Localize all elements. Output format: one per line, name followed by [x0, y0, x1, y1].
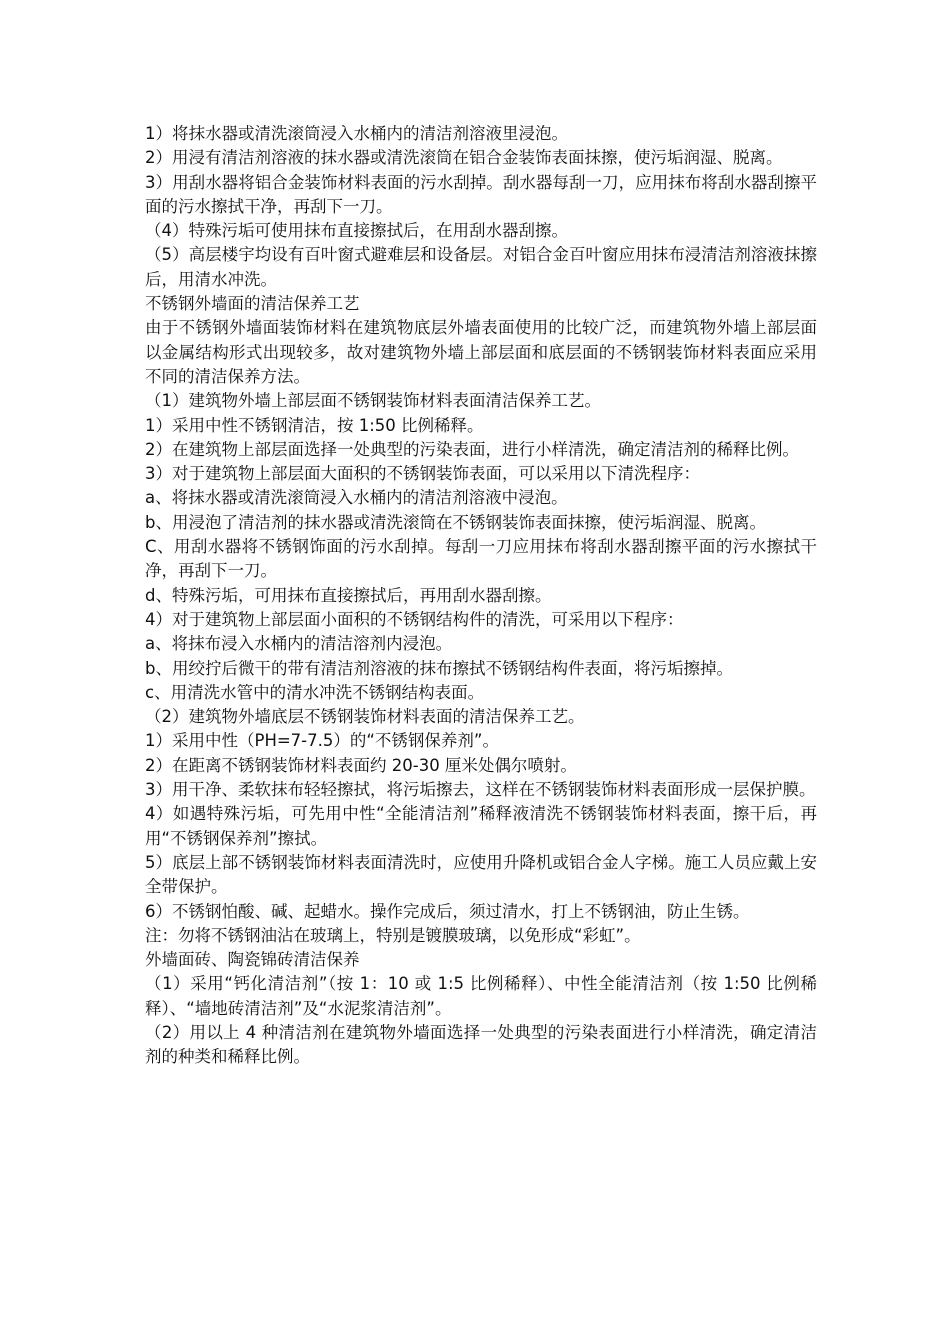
paragraph: 1）采用中性不锈钢清洁，按 1:50 比例稀释。	[145, 415, 484, 435]
paragraph: a、将抹水器或清洗滚筒浸入水桶内的清洁剂溶液中浸泡。	[145, 488, 568, 508]
paragraph: 5）底层上部不锈钢装饰材料表面清洗时，应使用升降机或铝合金人字梯。施工人员应戴上安全带保护。	[145, 852, 817, 897]
paragraph: 3）用刮水器将铝合金装饰材料表面的污水刮掉。刮水器每刮一刀，应用抹布将刮水器刮擦平面的污水擦拭干净，再刮下一刀。	[145, 172, 817, 216]
note: 注：勿将不锈钢油沾在玻璃上，特别是镀膜玻璃，以免形成“彩虹”。	[145, 925, 641, 945]
paragraph: 1）采用中性（PH=7-7.5）的“不锈钢保养剂”。	[145, 731, 499, 751]
paragraph: 2）在建筑物上部层面选择一处典型的污染表面，进行小样清洗，确定清洁剂的稀释比例。	[145, 439, 799, 459]
paragraph: c、用清洗水管中的清水冲洗不锈钢结构表面。	[145, 682, 485, 702]
document-page	[145, 122, 817, 1070]
paragraph: （1）采用“钙化清洁剂”（按 1：10 或 1:5 比例稀释）、中性全能清洁剂（按 1:50 比例稀释）、“墙地砖清洁剂”及“水泥浆清洁剂”。	[145, 974, 817, 1018]
paragraph: b、用绞拧后微干的带有清洁剂溶液的抹布擦拭不锈钢结构件表面，将污垢擦掉。	[145, 658, 733, 678]
paragraph: 6）不锈钢怕酸、碱、起蜡水。操作完成后，须过清水，打上不锈钢油，防止生锈。	[145, 901, 750, 921]
paragraph: 4）如遇特殊污垢，可先用中性“全能清洁剂”稀释液清洗不锈钢装饰材料表面，擦干后，再用“不锈钢保养剂”擦拭。	[145, 804, 817, 848]
paragraph: 3）对于建筑物上部层面大面积的不锈钢装饰表面，可以采用以下清洗程序：	[145, 464, 700, 484]
paragraph: 由于不锈钢外墙面装饰材料在建筑物底层外墙表面使用的比较广泛，而建筑物外墙上部层面以金属结构形式出现较多，故对建筑物外墙上部层面和底层面的不锈钢装饰材料表面应采用不同的清洁保养方法。	[145, 318, 817, 386]
paragraph: d、特殊污垢，可用抹布直接擦拭后，再用刮水器刮擦。	[145, 585, 552, 605]
paragraph: （5）高层楼宇均设有百叶窗式避难层和设备层。对铝合金百叶窗应用抹布浸清洁剂溶液抹擦后，用清水冲洗。	[145, 245, 817, 289]
paragraph: 3）用干净、柔软抹布轻轻擦拭，将污垢擦去，这样在不锈钢装饰材料表面形成一层保护膜。	[145, 780, 816, 800]
paragraph: b、用浸泡了清洁剂的抹水器或清洗滚筒在不锈钢装饰表面抹擦，使污垢润湿、脱离。	[145, 512, 766, 532]
paragraph: 1）将抹水器或清洗滚筒浸入水桶内的清洁剂溶液里浸泡。	[145, 124, 568, 143]
section-heading: 不锈钢外墙面的清洁保养工艺	[145, 294, 360, 314]
paragraph: 2）用浸有清洁剂溶液的抹水器或清洗滚筒在铝合金装饰表面抹擦，使污垢润湿、脱离。	[145, 148, 783, 168]
paragraph: C、用刮水器将不锈钢饰面的污水刮掉。每刮一刀应用抹布将刮水器刮擦平面的污水擦拭干净，再刮下一刀。	[145, 537, 817, 581]
paragraph: 2）在距离不锈钢装饰材料表面约 20-30 厘米处偶尔喷射。	[145, 755, 577, 775]
paragraph: （4）特殊污垢可使用抹布直接擦拭后，在用刮水器刮擦。	[145, 221, 568, 241]
paragraph: （2）建筑物外墙底层不锈钢装饰材料表面的清洁保养工艺。	[145, 707, 585, 727]
paragraph: 4）对于建筑物上部层面小面积的不锈钢结构件的清洗，可采用以下程序：	[145, 609, 684, 629]
section-heading: 外墙面砖、陶瓷锦砖清洁保养	[145, 950, 360, 970]
paragraph: （1）建筑物外墙上部层面不锈钢装饰材料表面清洁保养工艺。	[145, 391, 601, 411]
paragraph: a、将抹布浸入水桶内的清洁溶剂内浸泡。	[145, 634, 453, 654]
paragraph: （2）用以上 4 种清洁剂在建筑物外墙面选择一处典型的污染表面进行小样清洗，确定清洁剂的种类和稀释比例。	[145, 1022, 817, 1067]
